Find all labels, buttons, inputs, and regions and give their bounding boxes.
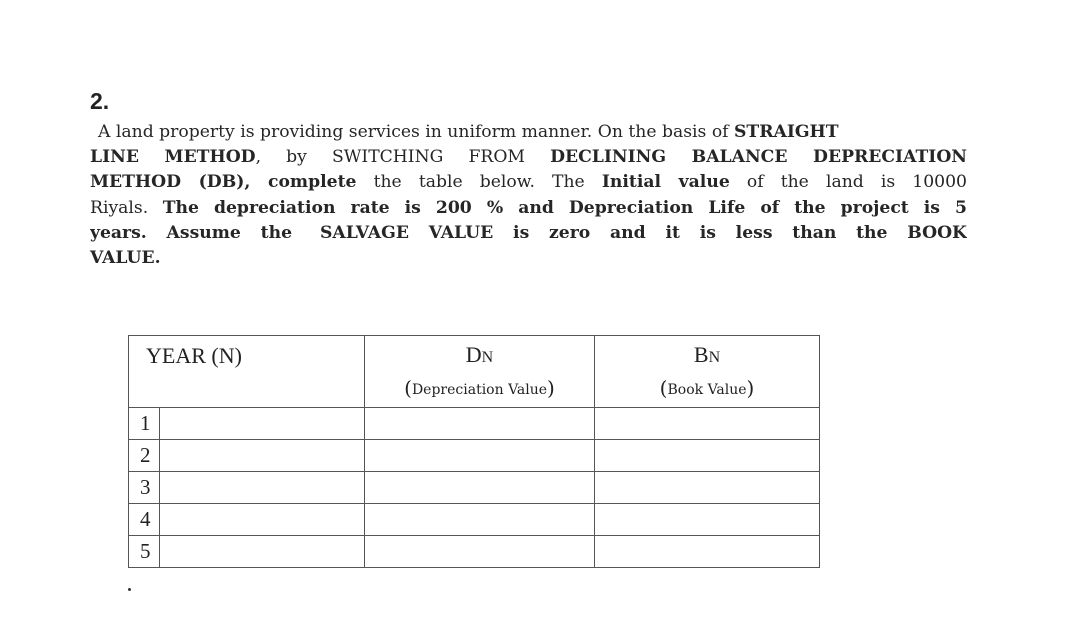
year-cell: 2 xyxy=(129,440,365,472)
bn-cell[interactable] xyxy=(595,536,820,568)
table-row xyxy=(129,472,820,504)
header-year: YEAR (N) xyxy=(129,336,365,408)
text-run: Riyals. xyxy=(90,197,163,218)
year-cell: 5 xyxy=(129,536,365,568)
header-book-value xyxy=(595,336,820,408)
text-run-bold: STRAIGHT xyxy=(734,122,839,142)
year-cell: 1 xyxy=(129,408,365,440)
text-run: of the land is 10000 xyxy=(729,172,967,193)
question-line-6 xyxy=(90,246,967,271)
text-run: the table below. The xyxy=(356,172,602,193)
question-text xyxy=(90,120,967,271)
table-row xyxy=(129,408,820,440)
question-line-3 xyxy=(90,170,967,195)
dn-cell[interactable] xyxy=(365,472,595,504)
bn-symbol: BN xyxy=(693,342,721,367)
question-line-2 xyxy=(90,145,967,170)
text-run-bold: DECLINING BALANCE DEPRECIATION xyxy=(550,147,967,168)
text-run-bold: years. Assume the xyxy=(90,222,293,243)
year-cell: 3 xyxy=(129,472,365,504)
bn-cell[interactable] xyxy=(595,504,820,536)
dn-cell[interactable] xyxy=(365,408,595,440)
header-depreciation-value xyxy=(365,336,595,408)
table-row xyxy=(129,536,820,568)
stray-dot xyxy=(128,588,131,591)
table-header-row xyxy=(129,336,820,408)
question-line-5 xyxy=(90,221,967,246)
text-run: A land property is providing services in uniform manner. On the basis of xyxy=(98,122,734,142)
text-run-bold: LINE METHOD xyxy=(90,147,256,168)
text-run-bold: The depreciation rate is 200 % and Depreciation Life of the project is 5 xyxy=(162,197,967,218)
question-line-1 xyxy=(90,120,967,145)
text-run-bold: SALVAGE VALUE is zero and it is less than the BOOK xyxy=(320,222,967,243)
bn-cell[interactable] xyxy=(595,408,820,440)
table-row xyxy=(129,504,820,536)
text-run-bold: VALUE. xyxy=(90,247,161,268)
bn-cell[interactable] xyxy=(595,472,820,504)
text-run: , by SWITCHING FROM xyxy=(255,147,551,168)
dn-symbol: DN xyxy=(465,342,494,367)
dn-cell[interactable] xyxy=(365,504,595,536)
bn-description: (Book Value) xyxy=(659,376,755,400)
text-run-bold: METHOD (DB), complete xyxy=(90,172,357,193)
text-run-bold: Initial value xyxy=(601,172,730,193)
bn-cell[interactable] xyxy=(595,440,820,472)
dn-description: (Depreciation Value) xyxy=(404,376,555,400)
depreciation-table xyxy=(128,335,820,568)
year-cell: 4 xyxy=(129,504,365,536)
question-line-4 xyxy=(90,196,967,221)
dn-cell[interactable] xyxy=(365,440,595,472)
dn-cell[interactable] xyxy=(365,536,595,568)
table-row xyxy=(129,440,820,472)
question-number: 2. xyxy=(90,88,110,114)
